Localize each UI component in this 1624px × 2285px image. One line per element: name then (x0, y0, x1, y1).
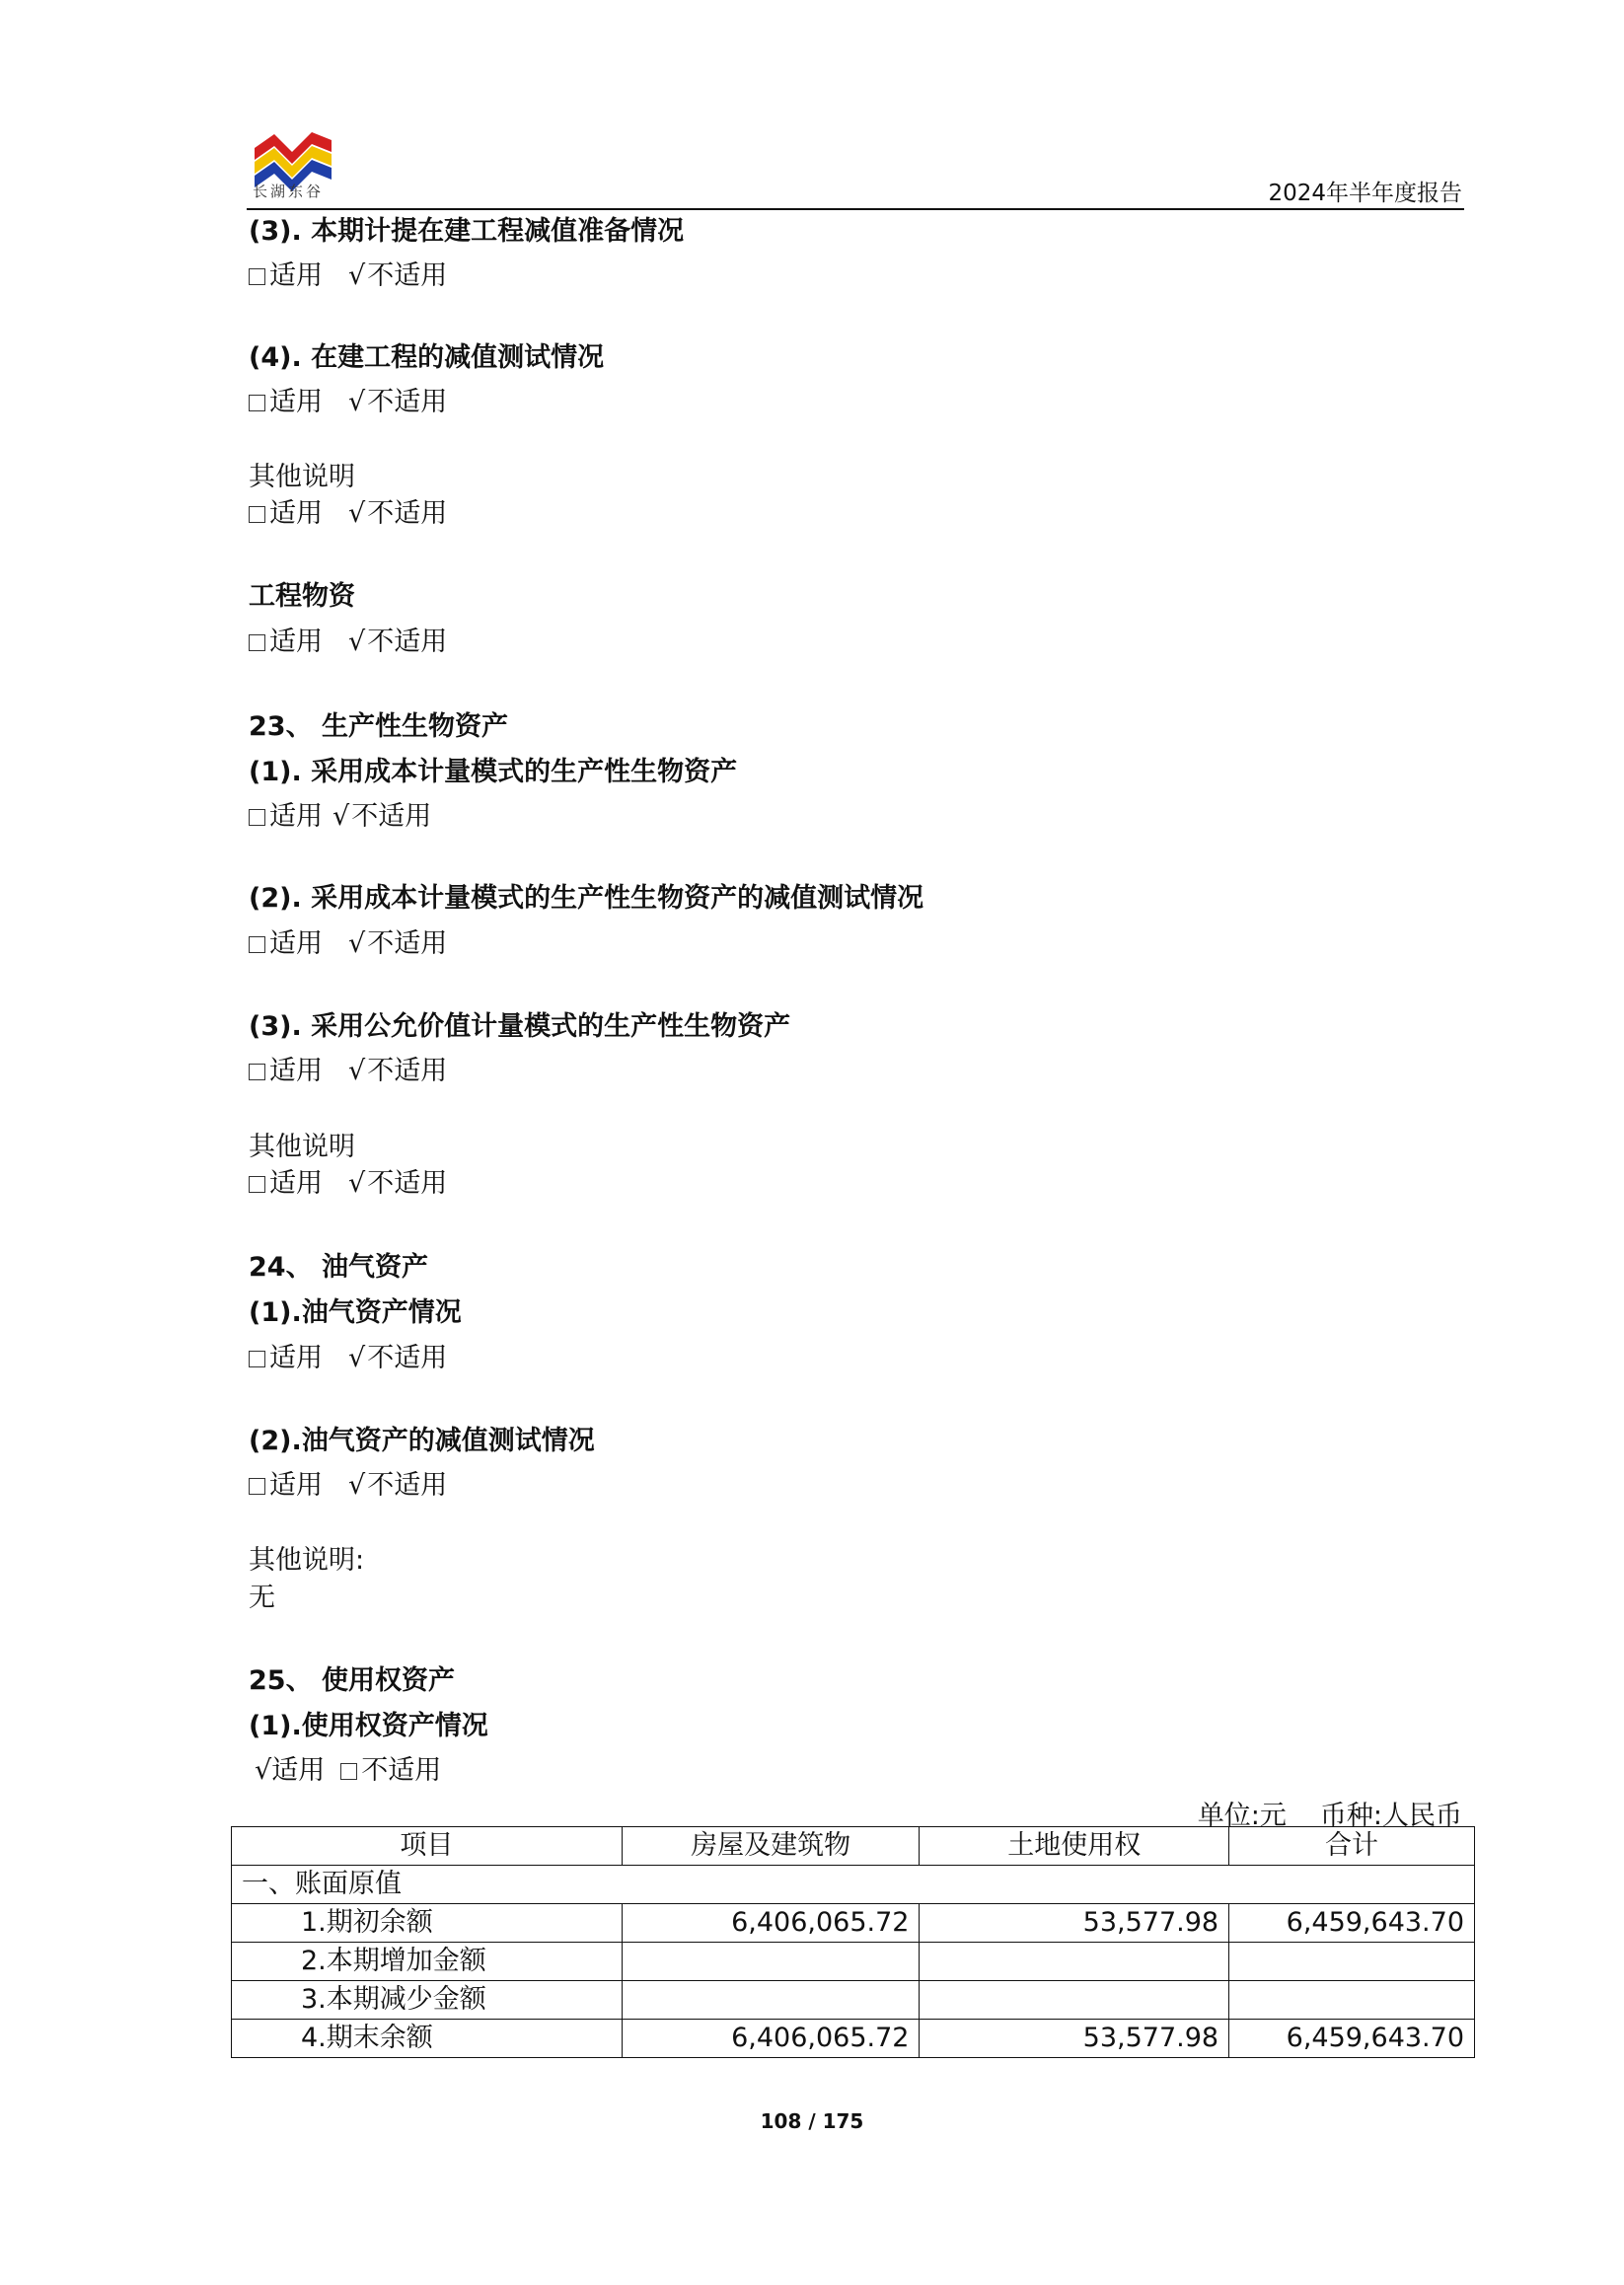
table-row (232, 2020, 1475, 2058)
cell-building: 6,406,065.72 (622, 1904, 920, 1943)
column-header: 土地使用权 (920, 1827, 1229, 1866)
unchecked-box-icon (249, 268, 265, 285)
cell-land (920, 1943, 1229, 1981)
unchecked-box-icon (249, 634, 265, 651)
section-heading: (1).油气资产情况 (249, 1297, 462, 1328)
row-label: 3.本期减少金额 (232, 1981, 623, 2020)
row-label: 1.期初余额 (232, 1904, 623, 1943)
applicability-options (249, 1055, 447, 1088)
option-applicable: 适用 (269, 928, 323, 959)
unchecked-box-icon (340, 1763, 357, 1780)
option-not-applicable: 不适用 (367, 1168, 448, 1199)
column-header: 项目 (232, 1827, 623, 1866)
option-applicable: 适用 (269, 387, 323, 417)
unchecked-box-icon (249, 1351, 265, 1367)
applicability-options (255, 1754, 441, 1788)
checkmark-icon: √ (348, 928, 366, 959)
cell-land: 53,577.98 (920, 2020, 1229, 2058)
option-not-applicable: 不适用 (367, 387, 448, 417)
table-row (232, 1943, 1475, 1981)
section-heading: (3). 本期计提在建工程减值准备情况 (249, 216, 685, 247)
section-heading: (2).油气资产的减值测试情况 (249, 1426, 595, 1456)
section-heading: 其他说明: (249, 1545, 365, 1576)
checkmark-icon: √ (348, 1168, 366, 1199)
report-title: 2024年半年度报告 (1268, 181, 1462, 206)
unchecked-box-icon (249, 506, 265, 523)
option-applicable: 适用 (269, 1168, 323, 1199)
section-heading: 其他说明 (249, 462, 355, 492)
applicability-options (249, 800, 431, 834)
section-heading: 24、 油气资产 (249, 1252, 428, 1283)
right-of-use-assets-table (231, 1826, 1475, 2058)
section-heading: (2). 采用成本计量模式的生产性生物资产的减值测试情况 (249, 883, 924, 914)
checkmark-icon: √ (348, 1343, 366, 1373)
column-header: 合计 (1229, 1827, 1475, 1866)
applicability-options (249, 1469, 447, 1503)
cell-building: 6,406,065.72 (622, 2020, 920, 2058)
option-applicable: 适用 (269, 1470, 323, 1501)
option-applicable: 适用 (269, 801, 323, 832)
applicability-options (249, 1342, 447, 1375)
checkmark-icon: √ (255, 1755, 272, 1786)
currency-label: 币种:人民币 (1319, 1801, 1462, 1831)
section-heading: 23、 生产性生物资产 (249, 711, 508, 742)
unchecked-box-icon (249, 936, 265, 953)
checkmark-icon: √ (348, 1056, 366, 1086)
option-not-applicable: 不适用 (367, 1470, 448, 1501)
section-heading: 工程物资 (249, 581, 355, 612)
cell-total: 6,459,643.70 (1229, 2020, 1475, 2058)
logo-text: 长湖东谷 (253, 183, 325, 200)
option-applicable: 适用 (269, 1343, 323, 1373)
section-label: 一、账面原值 (232, 1866, 1475, 1904)
section-heading: 25、 使用权资产 (249, 1665, 455, 1696)
applicability-options (249, 386, 447, 419)
unit-label: 单位:元 (1197, 1801, 1287, 1831)
table-header-row (232, 1827, 1475, 1866)
unchecked-box-icon (249, 809, 265, 826)
cell-building (622, 1943, 920, 1981)
option-not-applicable: 不适用 (367, 1056, 448, 1086)
checkmark-icon: √ (332, 801, 350, 832)
option-applicable: 适用 (269, 1056, 323, 1086)
section-heading: (1). 采用成本计量模式的生产性生物资产 (249, 757, 738, 787)
checkmark-icon: √ (348, 498, 366, 529)
section-heading: (3). 采用公允价值计量模式的生产性生物资产 (249, 1011, 791, 1042)
cell-land: 53,577.98 (920, 1904, 1229, 1943)
cell-total (1229, 1981, 1475, 2020)
option-not-applicable: 不适用 (351, 801, 432, 832)
option-not-applicable: 不适用 (367, 1343, 448, 1373)
section-heading: (1).使用权资产情况 (249, 1711, 488, 1741)
cell-total (1229, 1943, 1475, 1981)
applicability-options (249, 1167, 447, 1201)
cell-land (920, 1981, 1229, 2020)
cell-building (622, 1981, 920, 2020)
option-applicable: 适用 (269, 498, 323, 529)
applicability-options (249, 927, 447, 961)
table-row (232, 1981, 1475, 2020)
table-section-row (232, 1866, 1475, 1904)
unchecked-box-icon (249, 395, 265, 411)
section-body: 无 (249, 1583, 275, 1613)
unchecked-box-icon (249, 1064, 265, 1080)
applicability-options (249, 259, 447, 293)
option-not-applicable: 不适用 (367, 627, 448, 657)
unchecked-box-icon (249, 1176, 265, 1193)
option-not-applicable: 不适用 (361, 1755, 442, 1786)
table-row (232, 1904, 1475, 1943)
section-heading: (4). 在建工程的减值测试情况 (249, 342, 605, 373)
option-not-applicable: 不适用 (367, 498, 448, 529)
option-applicable: 适用 (271, 1755, 326, 1786)
option-applicable: 适用 (269, 260, 323, 291)
checkmark-icon: √ (348, 260, 366, 291)
page-number: 108 / 175 (760, 2109, 864, 2133)
applicability-options (249, 497, 447, 531)
header-divider (247, 208, 1464, 210)
section-heading: 其他说明 (249, 1132, 355, 1162)
applicability-options (249, 626, 447, 659)
cell-total: 6,459,643.70 (1229, 1904, 1475, 1943)
option-not-applicable: 不适用 (367, 928, 448, 959)
row-label: 4.期末余额 (232, 2020, 623, 2058)
unchecked-box-icon (249, 1478, 265, 1495)
option-applicable: 适用 (269, 627, 323, 657)
option-not-applicable: 不适用 (367, 260, 448, 291)
column-header: 房屋及建筑物 (622, 1827, 920, 1866)
checkmark-icon: √ (348, 387, 366, 417)
row-label: 2.本期增加金额 (232, 1943, 623, 1981)
checkmark-icon: √ (348, 627, 366, 657)
checkmark-icon: √ (348, 1470, 366, 1501)
